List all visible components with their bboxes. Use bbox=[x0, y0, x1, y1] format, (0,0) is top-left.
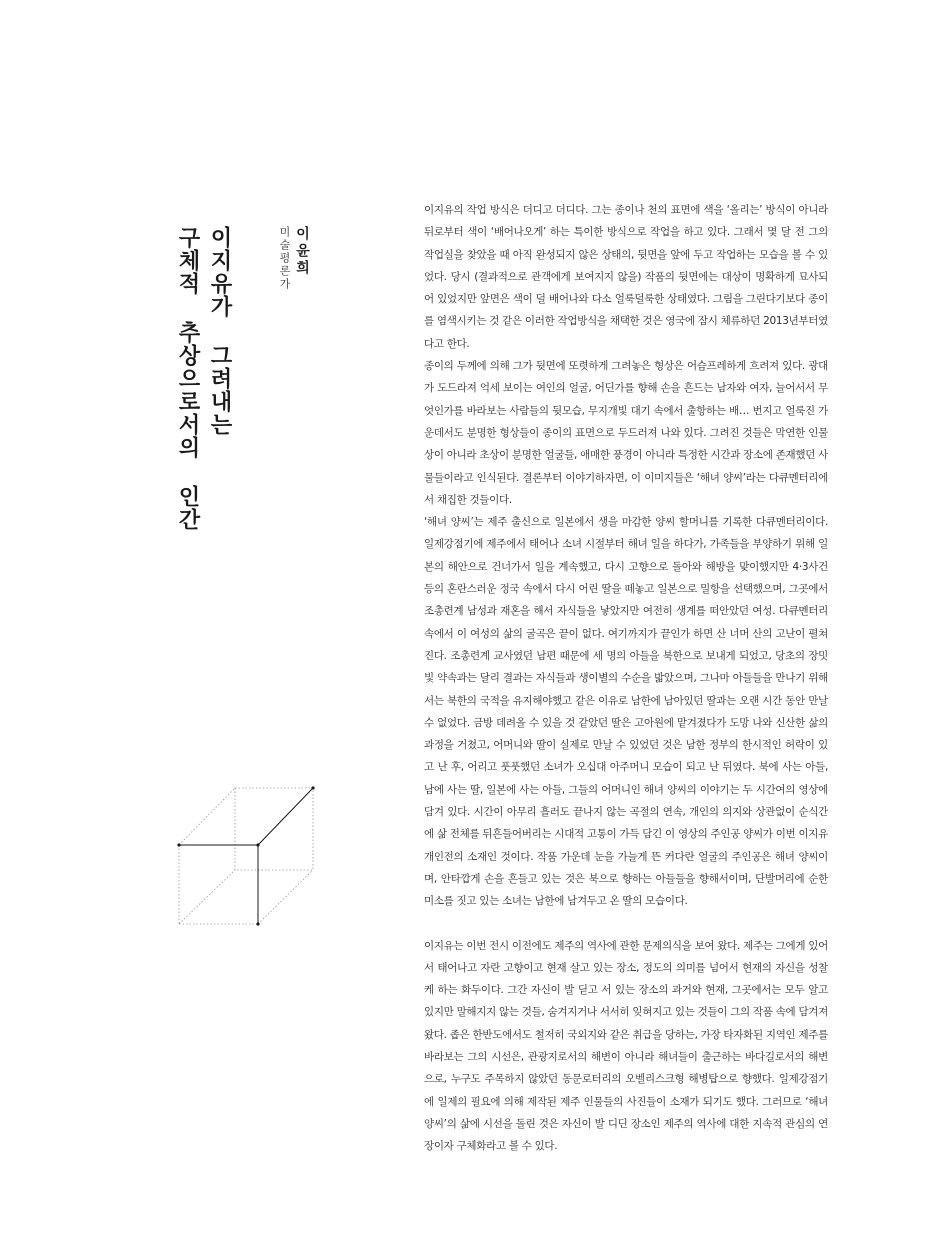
cube-vertex-dot bbox=[311, 786, 314, 789]
author-name: 이윤희 bbox=[294, 226, 310, 277]
article-body bbox=[424, 199, 828, 1157]
cube-top-left-edge bbox=[179, 788, 235, 845]
wireframe-cube-illustration bbox=[172, 784, 322, 930]
paragraph-3: ‘해녀 양씨’는 제주 출신으로 일본에서 생을 마감한 양씨 할머니를 기록한 다큐멘터리이다. 일제강점기에 제주에서 태어나 소녀 시절부터 해녀 일을 하다가, 가족들을 부양하기 위해 일본의 해안으로 건너가서 일을 계속했고, 다시 고향으로 돌아와 해방을 맞이했지만 4·3사건 등의 혼란스러운 정국 속에서 다시 어린 딸을 떼놓고 일본으로 밀항을 선택했으며, 그곳에서 조총련계 남성과 재혼을 해서 자식들을 낳았지만 여전히 생계를 떠안았던 여성. 다큐멘터리 속에서 이 여성의 삶의 굴곡은 끝이 없다. 여기까지가 끝인가 하면 산 너머 산의 고난이 펼쳐진다. 조총련계 교사였던 남편 때문에 세 명의 아들을 북한으로 보내게 되었고, 당초의 장밋빛 약속과는 달리 결과는 자식들과 생이별의 수순을 밟았으며, 그나마 아들들을 만나기 위해서는 북한의 국적을 유지해야했고 같은 이유로 남한에 남아있던 딸과는 오랜 시간 동안 만날 수 없었다. 금방 데려올 수 있을 것 같았던 딸은 고아원에 맡겨졌다가 도망 나와 신산한 삶의 과정을 거쳤고, 어머니와 딸이 실제로 만날 수 있었던 것은 남한 정부의 한시적인 허락이 있고 난 후, 어리고 풋풋했던 소녀가 오십대 아주머니 모습이 되고 난 뒤였다. 북에 사는 아들, 남에 사는 딸, 일본에 사는 아들, 그들의 어머니인 해녀 양씨의 이야기는 두 시간여의 영상에 담겨 있다. 시간이 아무리 흘러도 끝나지 않는 곡절의 연속, 개인의 의지와 상관없이 순식간에 삶 전체를 뒤흔들어버리는 시대적 고통이 가득 담긴 이 영상의 주인공 양씨가 이번 이지유 개인전의 소재인 것이다. 작품 가운데 눈을 가늘게 뜬 커다란 얼굴의 주인공은 해녀 양씨이며, 안타깝게 손을 흔들고 있는 것은 북으로 향하는 아들들을 향해서이며, 단발머리에 순한 미소를 짓고 있는 소녀는 남한에 남겨두고 온 딸의 모습이다. bbox=[424, 516, 828, 908]
author-role: 미술평론가 bbox=[278, 226, 291, 291]
paragraph-2: 종이의 두께에 의해 그가 뒷면에 또렷하게 그려놓은 형상은 어슴프레하게 흐려져 있다. 광대가 도드라져 억세 보이는 여인의 얼굴, 어딘가를 향해 손을 흔드는 남자와 여자, 늘어서서 무엇인가를 바라보는 사람들의 뒷모습, 무지개빛 대기 속에서 출항하는 배… 번지고 얼룩진 가운데서도 분명한 형상들이 종이의 표면으로 두드러져 나와 있다. 그려진 것들은 막연한 인물상이 아니라 초상이 분명한 얼굴들, 애매한 풍경이 아니라 특정한 시간과 장소에 존재했던 사물들이라고 인식된다. 결론부터 이야기하자면, 이 이미지들은 ‘해녀 양씨’라는 다큐멘터리에서 채집한 것들이다. bbox=[424, 360, 828, 506]
paragraph-4: 이지유는 이번 전시 이전에도 제주의 역사에 관한 문제의식을 보여 왔다. 제주는 그에게 있어서 태어나고 자란 고향이고 현재 살고 있는 장소, 정도의 의미를 넘어서 현재의 자신을 성찰케 하는 화두이다. 그간 자신이 발 딛고 서 있는 장소의 과거와 현재, 그곳에서는 모두 알고 있지만 말해지지 않는 것들, 숨겨지거나 서서히 잊혀지고 있는 것들이 그의 작품 속에 담겨져 왔다. 좁은 한반도에서도 철저히 국외지와 같은 취급을 당하는, 가장 타자화된 지역인 제주를 바라보는 그의 시선은, 관광지로서의 해변이 아니라 해녀들이 출근하는 바다길로서의 해변으로, 누구도 주목하지 않았던 동문로터리의 오벨리스크형 해병탑으로 향했다. 일제강점기에 일제의 필요에 의해 제작된 제주 인물들의 사진들이 소재가 되기도 했다. 그러므로 ‘해녀 양씨’의 삶에 시선을 돌린 것은 자신이 발 디딘 장소인 제주의 역사에 대한 지속적 관심의 연장이자 구체화라고 볼 수 있다. bbox=[424, 939, 828, 1153]
cube-vertex-dot bbox=[256, 843, 259, 846]
title-line-2: 구체적 추상으로서의 인간 bbox=[175, 226, 200, 531]
cube-vertex-dot bbox=[256, 922, 259, 925]
title-line-1: 이지유가 그려내는 bbox=[207, 226, 232, 436]
cube-solid-diagonal-edge bbox=[258, 788, 313, 845]
cube-vertex-dot bbox=[177, 843, 180, 846]
cube-bottom-right-edge bbox=[258, 870, 313, 924]
cube-bottom-left-edge bbox=[179, 870, 235, 924]
paragraph-1: 이지유의 작업 방식은 더디고 더디다. 그는 종이나 천의 표면에 색을 ‘올리는’ 방식이 아니라 뒤로부터 색이 ‘배어나오게’ 하는 특이한 방식으로 작업을 하고 있다. 그래서 몇 달 전 그의 작업실을 찾았을 때 아직 완성되지 않은 상태의, 뒷면을 앞에 두고 작업하는 모습을 볼 수 있었다. 당시 (결과적으로 관객에게 보여지지 않을) 작품의 뒷면에는 대상이 명확하게 묘사되어 있었지만 앞면은 색이 덜 배어나와 다소 얼룩덜룩한 상태였다. 그림을 그린다기보다 종이를 염색시키는 것 같은 이러한 작업방식을 채택한 것은 영국에 잠시 체류하던 2013년부터였다고 한다. bbox=[424, 204, 828, 350]
